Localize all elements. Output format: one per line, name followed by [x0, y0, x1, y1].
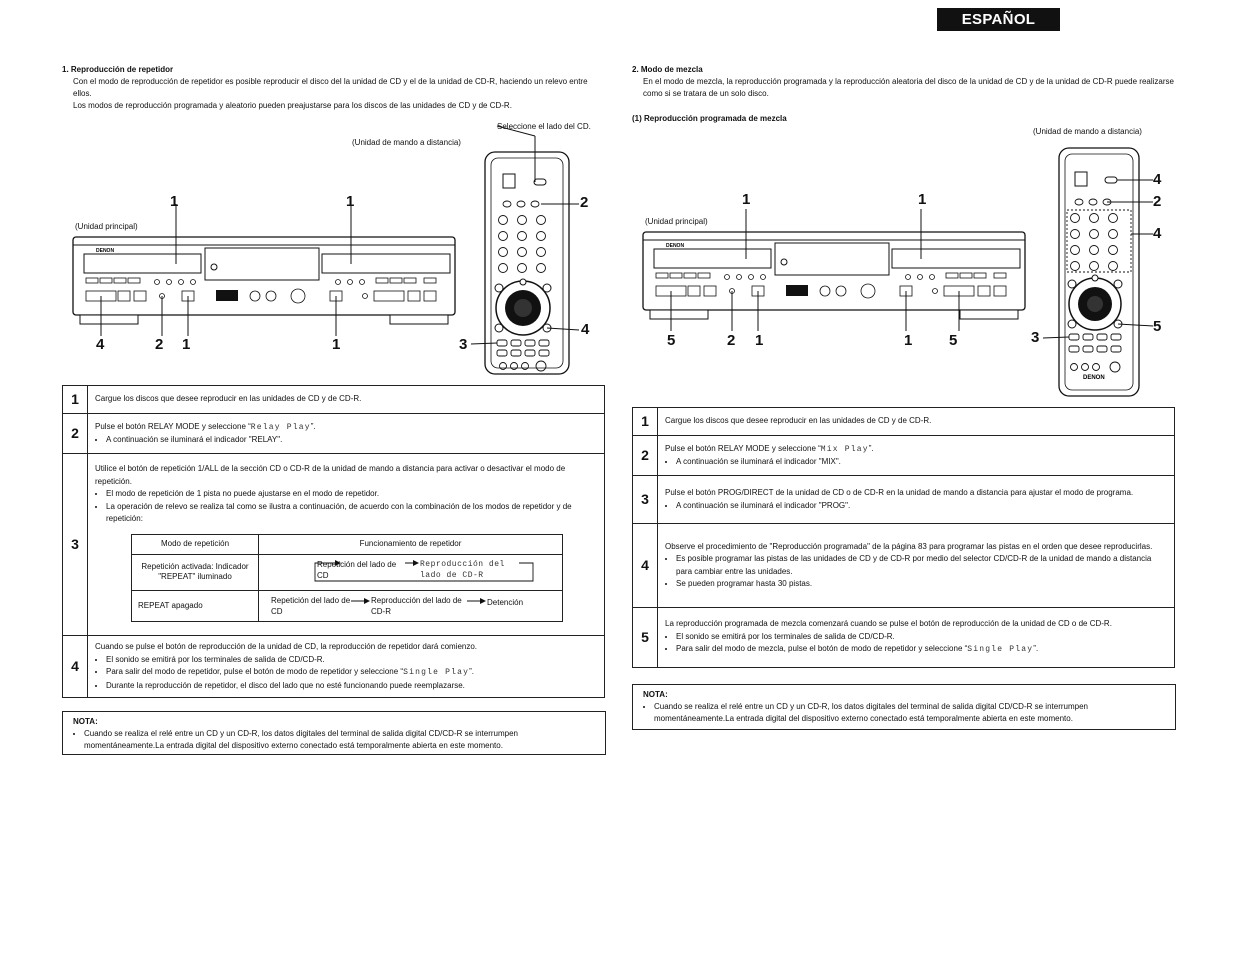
right-callout-1d: 1 — [904, 332, 913, 349]
language-tab: ESPAÑOL — [937, 8, 1060, 31]
step-number: 2 — [63, 414, 88, 454]
right-callout-4-remote-b: 4 — [1153, 225, 1162, 242]
step-bullet: • A continuación se iluminará el indicador "PROG". — [676, 500, 1167, 513]
step-content — [658, 476, 1175, 524]
right-callout-3-remote: 3 — [1031, 329, 1040, 346]
note-text: • Cuando se realiza el relé entre un CD y un CD-R, los datos digitales del terminal de salida digital CD/CD-R se interrumpen momentáneamente.La entrada digital del dispositivo externo conectado está temporalmente abierta en este momento. — [654, 701, 1165, 725]
left-callout-2-remote: 2 — [580, 194, 589, 211]
relay-play-display: Relay Play — [250, 422, 311, 432]
step-text: Cargue los discos que desee reproducir en las unidades de CD y de CD-R. — [658, 408, 1175, 436]
right-callout-5b: 5 — [949, 332, 958, 349]
left-remote-illustration — [483, 150, 575, 378]
step-bullet: • Se pueden programar hasta 30 pistas. — [676, 578, 1167, 591]
step-text: Cargue los discos que desee reproducir en las unidades de CD y de CD-R. — [88, 386, 605, 414]
repeat-off-cell: REPEAT apagado — [132, 590, 259, 621]
left-step-3 — [63, 454, 605, 636]
right-step-1 — [633, 408, 1175, 436]
right-brand-logo: DENON — [666, 243, 685, 249]
right-callout-5-remote: 5 — [1153, 318, 1162, 335]
right-step-3 — [633, 476, 1175, 524]
step-text-end: ”. — [868, 443, 874, 453]
flow-repeat-cd: Repetición del lado de CD — [271, 595, 351, 616]
left-callout-2: 2 — [155, 336, 164, 353]
right-callout-1b: 1 — [918, 191, 927, 208]
left-callout-4-remote: 4 — [581, 321, 590, 338]
step-bullet: • Para salir del modo de mezcla, pulse el botón de modo de repetidor y seleccione “Single Play”. — [676, 643, 1167, 657]
select-side-label: Seleccione el lado del CD. — [497, 122, 591, 131]
relay-operation-header: Funcionamiento de repetidor — [259, 534, 563, 554]
step-text-end: ”. — [310, 421, 316, 431]
flow-stop: Detención — [487, 597, 524, 607]
step-text: Observe el procedimiento de "Reproducción programada" de la página 83 para programar las pistas en el orden que desee reproducirlas. — [665, 541, 1153, 551]
left-main-unit-illustration — [72, 234, 458, 329]
flow-play-cdr: Reproducción del lado de CD-R — [420, 560, 505, 581]
left-callout-1a: 1 — [170, 193, 179, 210]
step-bullet: • El sonido se emitirá por los terminales de salida de CD/CD-R. — [676, 631, 1167, 644]
left-step-2 — [63, 414, 605, 454]
step-bullet: • A continuación se iluminará el indicador "RELAY". — [106, 434, 597, 447]
step-bullet: • El modo de repetición de 1 pista no puede ajustarse en el modo de repetidor. — [106, 488, 597, 501]
step-content — [658, 436, 1175, 476]
right-callout-2: 2 — [727, 332, 736, 349]
repeat-mode-header: Modo de repetición — [132, 534, 259, 554]
right-step-4 — [633, 524, 1175, 608]
right-intro: En el modo de mezcla, la reproducción programada y la reproducción aleatoria del disco de la unidad de CD y de la unidad de CD-R puede realizarse como si se tratara de un solo disco. — [643, 77, 1174, 98]
step-bullet: • La operación de relevo se realiza tal como se ilustra a continuación, de acuerdo con la combinación de los modos de repetidor y de repetición: — [106, 501, 597, 526]
right-remote-label: (Unidad de mando a distancia) — [1033, 127, 1142, 136]
left-step-1 — [63, 386, 605, 414]
step-text: Pulse el botón RELAY MODE y seleccione “ — [665, 443, 821, 453]
left-note-box — [62, 711, 606, 755]
right-step-2 — [633, 436, 1175, 476]
step-number: 4 — [633, 524, 658, 608]
step-number: 3 — [63, 454, 88, 636]
note-title: NOTA: — [643, 690, 668, 699]
left-steps-table — [62, 385, 605, 698]
flow-play-cdr: Reproducción del lado de CD-R — [371, 595, 462, 616]
right-callout-1c: 1 — [755, 332, 764, 349]
step-content — [88, 636, 605, 698]
right-main-unit-illustration — [642, 229, 1028, 324]
step-content — [88, 454, 605, 636]
right-main-unit-label: (Unidad principal) — [645, 217, 708, 226]
left-intro-2: Los modos de reproducción programada y aleatorio pueden preajustarse para los discos de las unidades de CD y de CD-R. — [73, 101, 512, 110]
step-text: Utilice el botón de repetición 1/ALL de la sección CD o CD-R de la unidad de mando a distancia para activar o desactivar el modo de repetición. — [95, 464, 566, 486]
left-callout-4: 4 — [96, 336, 105, 353]
left-intro — [73, 76, 608, 112]
right-remote-illustration — [1057, 146, 1149, 400]
note-text: • Cuando se realiza el relé entre un CD y un CD-R, los datos digitales del terminal de salida digital CD/CD-R se interrumpen momentáneamente.La entrada digital del dispositivo externo conectado está temporalmente abierta en este momento. — [84, 728, 595, 752]
right-subsection-title: (1) Reproducción programada de mezcla — [632, 114, 787, 123]
step-number: 5 — [633, 608, 658, 668]
right-step-5 — [633, 608, 1175, 668]
right-steps-table — [632, 407, 1175, 668]
left-callout-1b: 1 — [346, 193, 355, 210]
step-content — [658, 524, 1175, 608]
single-play-display: Single Play — [403, 668, 470, 677]
repeat-mode-table — [131, 534, 563, 622]
single-play-display: Single Play — [967, 645, 1034, 655]
step-bullet: • El sonido se emitirá por los terminales de salida de CD/CD-R. — [106, 654, 597, 667]
step-number: 3 — [633, 476, 658, 524]
left-callout-1d: 1 — [332, 336, 341, 353]
left-intro-1: Con el modo de reproducción de repetidor es posible reproducir el disco del la unidad de CD y el de la unidad de CD-R, haciendo un relevo entre ellos. — [73, 77, 588, 98]
step-text: Cuando se pulse el botón de reproducción de la unidad de CD, la reproducción de repetidor dará comienzo. — [95, 642, 478, 651]
step-number: 4 — [63, 636, 88, 698]
repeat-on-flow — [259, 554, 563, 590]
flow-repeat-cd: Repetición del lado de CD — [317, 560, 397, 581]
mix-play-display: Mix Play — [820, 444, 869, 454]
step-bullet: • Para salir del modo de repetidor, pulse el botón de modo de repetidor y seleccione “Single Play”. — [106, 666, 597, 680]
step-bullet: • A continuación se iluminará el indicador "MIX". — [676, 456, 1167, 469]
repeat-off-flow — [259, 590, 563, 621]
step-bullet: • Es posible programar las pistas de las unidades de CD y de CD-R por medio del selector CD/CD-R de la unidad de mando a distancia para cambiar entre las unidades. — [676, 553, 1167, 578]
step-number: 2 — [633, 436, 658, 476]
left-callout-1c: 1 — [182, 336, 191, 353]
repeat-on-cell: Repetición activada: Indicador "REPEAT" iluminado — [132, 554, 259, 590]
left-main-unit-label: (Unidad principal) — [75, 222, 138, 231]
left-section-title: 1. Reproducción de repetidor — [62, 65, 174, 74]
right-callout-2-remote: 2 — [1153, 193, 1162, 210]
right-callout-4-remote-a: 4 — [1153, 171, 1162, 188]
right-callout-5a: 5 — [667, 332, 676, 349]
right-section-title: 2. Modo de mezcla — [632, 65, 703, 74]
note-title: NOTA: — [73, 717, 98, 726]
step-text: La reproducción programada de mezcla comenzará cuando se pulse el botón de reproducción de la unidad de CD o de CD-R. — [665, 619, 1112, 629]
step-text: Pulse el botón PROG/DIRECT de la unidad de CD o de CD-R en la unidad de mando a distancia para ajustar el modo de programa. — [665, 488, 1134, 497]
remote-brand-logo: DENON — [1083, 375, 1105, 381]
step-number: 1 — [633, 408, 658, 436]
step-number: 1 — [63, 386, 88, 414]
left-step-4 — [63, 636, 605, 698]
left-remote-label: (Unidad de mando a distancia) — [352, 138, 461, 147]
left-callout-3-remote: 3 — [459, 336, 468, 353]
step-content — [88, 414, 605, 454]
step-bullet: • Durante la reproducción de repetidor, el disco del lado que no esté funcionando puede reemplazarse. — [106, 680, 597, 693]
step-text: Pulse el botón RELAY MODE y seleccione “ — [95, 421, 251, 431]
step-content — [658, 608, 1175, 668]
right-note-box — [632, 684, 1176, 730]
left-brand-logo: DENON — [96, 248, 115, 254]
right-callout-1a: 1 — [742, 191, 751, 208]
